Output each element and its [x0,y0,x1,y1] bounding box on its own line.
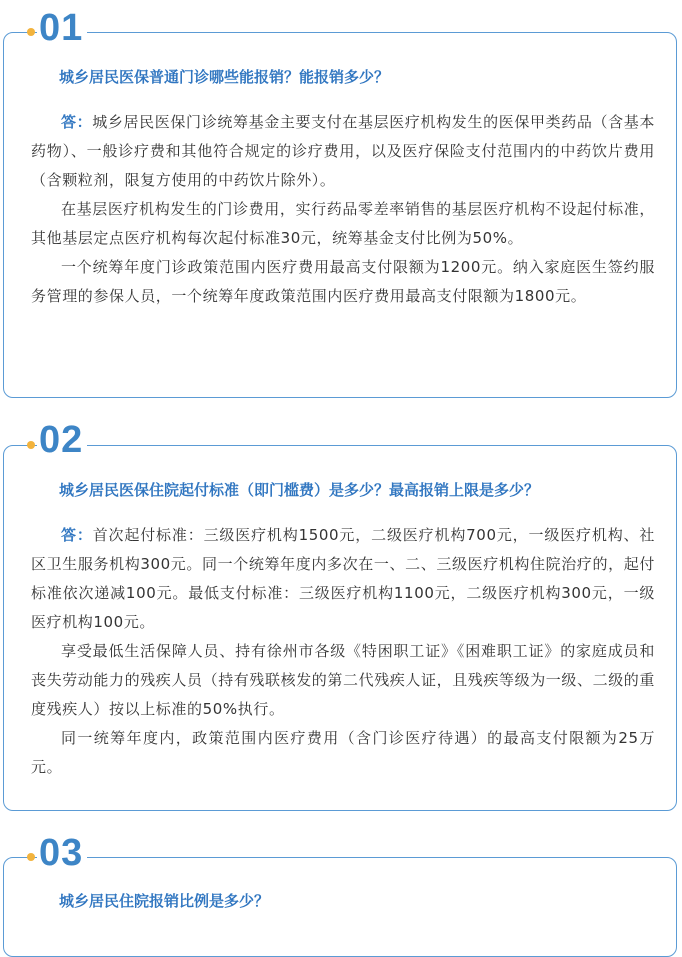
faq-question-3: 城乡居民住院报销比例是多少？ [59,892,270,910]
answer-label: 答： [61,526,93,544]
faq-answer-1-paragraph: 答：城乡居民医保门诊统筹基金主要支付在基层医疗机构发生的医保甲类药品（含基本药物）、一般诊疗费和其他符合规定的诊疗费用，以及医疗保险支付范围内的中药饮片费用（含颗粒剂，限复方使用的中药饮片除外）。 [31,113,655,189]
section-number-3: 03 [37,833,87,873]
section-dot-3 [27,853,35,861]
faq-card-2 [3,445,677,811]
faq-answer-2-paragraph: 享受最低生活保障人员、持有徐州市各级《特困职工证》《困难职工证》的家庭成员和丧失劳动能力的残疾人员（持有残联核发的第二代残疾人证，且残疾等级为一级、二级的重度残疾人）按以上标准的50%执行。 [31,642,656,718]
faq-answer-1-paragraph: 在基层医疗机构发生的门诊费用，实行药品零差率销售的基层医疗机构不设起付标准，其他基层定点医疗机构每次起付标准30元，统筹基金支付比例为50%。 [31,200,655,247]
faq-answer-1 [31,108,655,311]
faq-answer-2 [31,521,655,782]
section-number-1: 01 [37,8,87,48]
answer-label: 答： [61,113,93,131]
faq-question-1: 城乡居民医保普通门诊哪些能报销？能报销多少？ [59,68,390,86]
faq-answer-2-paragraph: 答：首次起付标准：三级医疗机构1500元，二级医疗机构700元，一级医疗机构、社区卫生服务机构300元。同一个统筹年度内多次在一、二、三级医疗机构住院治疗的，起付标准依次递减100元。最低支付标准：三级医疗机构1100元，二级医疗机构300元，一级医疗机构100元。 [31,526,656,631]
faq-answer-1-paragraph: 一个统筹年度门诊政策范围内医疗费用最高支付限额为1200元。纳入家庭医生签约服务管理的参保人员，一个统筹年度政策范围内医疗费用最高支付限额为1800元。 [31,258,655,305]
faq-card-1 [3,32,677,398]
faq-card-3 [3,857,677,957]
section-dot-2 [27,441,35,449]
section-dot-1 [27,28,35,36]
faq-question-2: 城乡居民医保住院起付标准（即门槛费）是多少？最高报销上限是多少？ [59,481,540,499]
faq-answer-2-paragraph: 同一统筹年度内，政策范围内医疗费用（含门诊医疗待遇）的最高支付限额为25万元。 [31,729,655,776]
section-number-2: 02 [37,420,87,460]
